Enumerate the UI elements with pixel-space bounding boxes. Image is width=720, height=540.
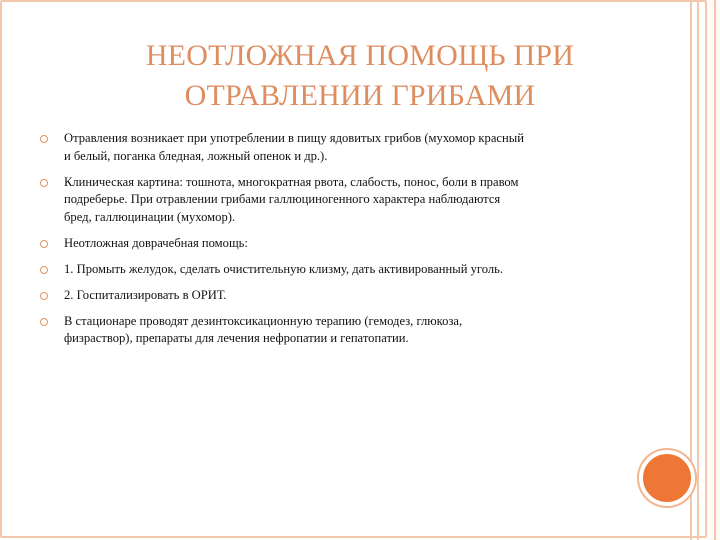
- hollow-circle-bullet-icon: [40, 266, 48, 274]
- bullet-text-line: Неотложная доврачебная помощь:: [64, 235, 248, 250]
- hollow-circle-bullet-icon: [40, 240, 48, 248]
- bullet-text-line: 2. Госпитализировать в ОРИТ.: [64, 287, 227, 302]
- hollow-circle-bullet-icon: [40, 318, 48, 326]
- slide-title-line-2: ОТРАВЛЕНИИ ГРИБАМИ: [184, 79, 536, 112]
- slide-title-line-1: НЕОТЛОЖНАЯ ПОМОЩЬ ПРИ: [145, 39, 575, 72]
- bullet-item: [40, 174, 640, 227]
- hollow-circle-bullet-icon: [40, 135, 48, 143]
- slide-frame-line: [714, 0, 716, 540]
- bullet-text-line: физраствор), препараты для лечения нефропатии и гепатопатии.: [64, 331, 409, 345]
- bullet-text-line: бред, галлюцинации (мухомор).: [64, 209, 236, 224]
- bullet-item: [40, 261, 640, 279]
- orange-circle-icon: [639, 450, 695, 506]
- bullet-item: [40, 130, 640, 165]
- slide-title: [80, 36, 640, 116]
- bullet-list: [40, 130, 640, 356]
- bullet-item: [40, 287, 640, 305]
- slide-frame-line: [690, 0, 692, 540]
- slide-frame-line: [697, 0, 699, 540]
- bullet-item: [40, 235, 640, 253]
- hollow-circle-bullet-icon: [40, 292, 48, 300]
- bullet-text-line: Клиническая картина: тошнота, многократная рвота, слабость, понос, боли в правом: [64, 174, 519, 189]
- bullet-text-line: 1. Промыть желудок, сделать очистительную клизму, дать активированный уголь.: [64, 261, 504, 276]
- bullet-text-line: подреберье. При отравлении грибами галлюциногенного характера наблюдаются: [64, 192, 501, 206]
- bullet-text-line: В стационаре проводят дезинтоксикационную терапию (гемодез, глюкоза,: [64, 313, 463, 328]
- hollow-circle-bullet-icon: [40, 179, 48, 187]
- bullet-item: [40, 313, 640, 348]
- bullet-text-line: и белый, поганка бледная, ложный опенок и др.).: [64, 148, 328, 163]
- bullet-text-line: Отравления возникает при употреблении в пищу ядовитых грибов (мухомор красный: [64, 131, 524, 145]
